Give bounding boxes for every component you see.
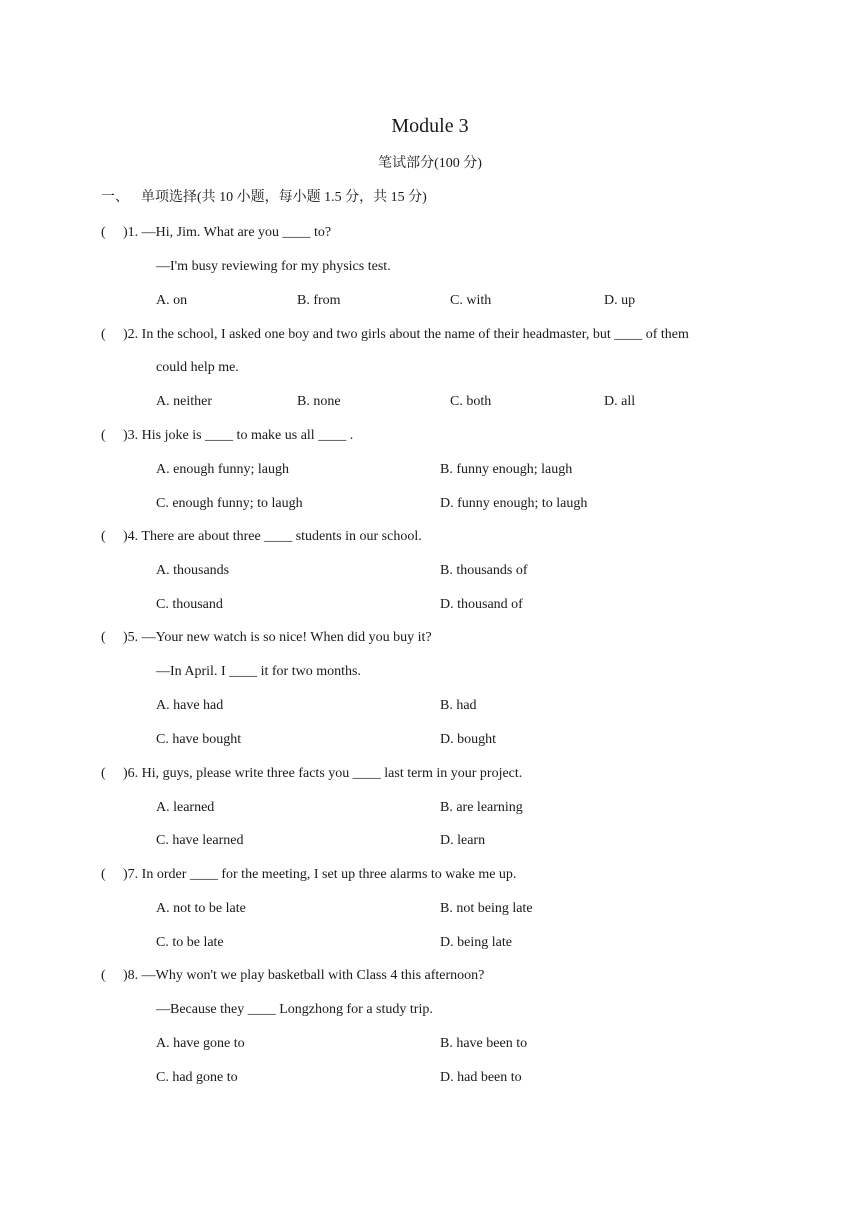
q6-option-a: A. learned <box>156 800 215 815</box>
question-4-stem <box>101 527 422 547</box>
question-text: )4. There are about three ____ students in our school. <box>123 529 422 544</box>
question-text: )8. —Why won't we play basketball with Class 4 this afternoon? <box>123 968 485 983</box>
q5-option-d: D. bought <box>440 732 496 747</box>
q3-option-a: A. enough funny; laugh <box>156 462 289 477</box>
question-text: )3. His joke is ____ to make us all ____ . <box>123 428 354 443</box>
q5-option-c: C. have bought <box>156 732 242 747</box>
question-2-extra: could help me. <box>156 360 239 375</box>
question-5-extra: —In April. I ____ it for two months. <box>156 664 361 679</box>
q7-option-a: A. not to be late <box>156 901 246 916</box>
q3-option-c: C. enough funny; to laugh <box>156 496 303 511</box>
q4-option-d: D. thousand of <box>440 597 523 612</box>
question-text: )7. In order ____ for the meeting, I set up three alarms to wake me up. <box>123 867 517 882</box>
answer-paren: ( <box>101 630 106 645</box>
question-8-stem <box>101 966 484 986</box>
question-3-stem <box>101 426 353 446</box>
q7-option-b: B. not being late <box>440 901 533 916</box>
q1-option-a: A. on <box>156 293 188 308</box>
question-1-extra: —I'm busy reviewing for my physics test. <box>156 259 391 274</box>
q4-option-a: A. thousands <box>156 563 230 578</box>
q3-option-b: B. funny enough; laugh <box>440 462 573 477</box>
answer-paren: ( <box>101 529 106 544</box>
q6-option-b: B. are learning <box>440 800 523 815</box>
answer-paren: ( <box>101 968 106 983</box>
q4-option-b: B. thousands of <box>440 563 528 578</box>
q8-option-b: B. have been to <box>440 1036 528 1051</box>
q7-option-c: C. to be late <box>156 935 224 950</box>
answer-paren: ( <box>101 428 106 443</box>
q5-option-b: B. had <box>440 698 477 713</box>
q2-option-a: A. neither <box>156 394 212 409</box>
q8-option-c: C. had gone to <box>156 1070 238 1085</box>
question-5-stem <box>101 628 432 648</box>
answer-paren: ( <box>101 766 106 781</box>
q2-option-d: D. all <box>604 394 636 409</box>
q5-option-a: A. have had <box>156 698 224 713</box>
q6-option-c: C. have learned <box>156 833 244 848</box>
q4-option-c: C. thousand <box>156 597 223 612</box>
q1-option-c: C. with <box>450 293 492 308</box>
question-6-stem <box>101 764 522 784</box>
page-title: Module 3 <box>391 115 469 137</box>
q6-option-d: D. learn <box>440 833 486 848</box>
question-2-stem <box>101 325 689 345</box>
answer-paren: ( <box>101 867 106 882</box>
q7-option-d: D. being late <box>440 935 512 950</box>
question-text: )1. —Hi, Jim. What are you ____ to? <box>123 225 332 240</box>
question-text: )5. —Your new watch is so nice! When did you buy it? <box>123 630 432 645</box>
question-8-extra: —Because they ____ Longzhong for a study trip. <box>156 1002 433 1017</box>
q3-option-d: D. funny enough; to laugh <box>440 496 588 511</box>
question-1-stem <box>101 223 331 243</box>
question-7-stem <box>101 865 516 885</box>
q2-option-b: B. none <box>297 394 341 409</box>
q8-option-a: A. have gone to <box>156 1036 245 1051</box>
question-text: )6. Hi, guys, please write three facts you ____ last term in your project. <box>123 766 523 781</box>
section-heading <box>101 188 427 208</box>
q2-option-c: C. both <box>450 394 492 409</box>
q1-option-d: D. up <box>604 293 636 308</box>
section-number: 一、 <box>101 190 129 205</box>
answer-paren: ( <box>101 327 106 342</box>
question-text: )2. In the school, I asked one boy and two girls about the name of their headmaster, but ____ of them <box>123 327 689 342</box>
section-heading-text: 单项选择(共 10 小题，每小题 1.5 分，共 15 分) <box>141 190 427 205</box>
answer-paren: ( <box>101 225 106 240</box>
q1-option-b: B. from <box>297 293 341 308</box>
page-subtitle: 笔试部分(100 分) <box>378 156 482 171</box>
q8-option-d: D. had been to <box>440 1070 522 1085</box>
